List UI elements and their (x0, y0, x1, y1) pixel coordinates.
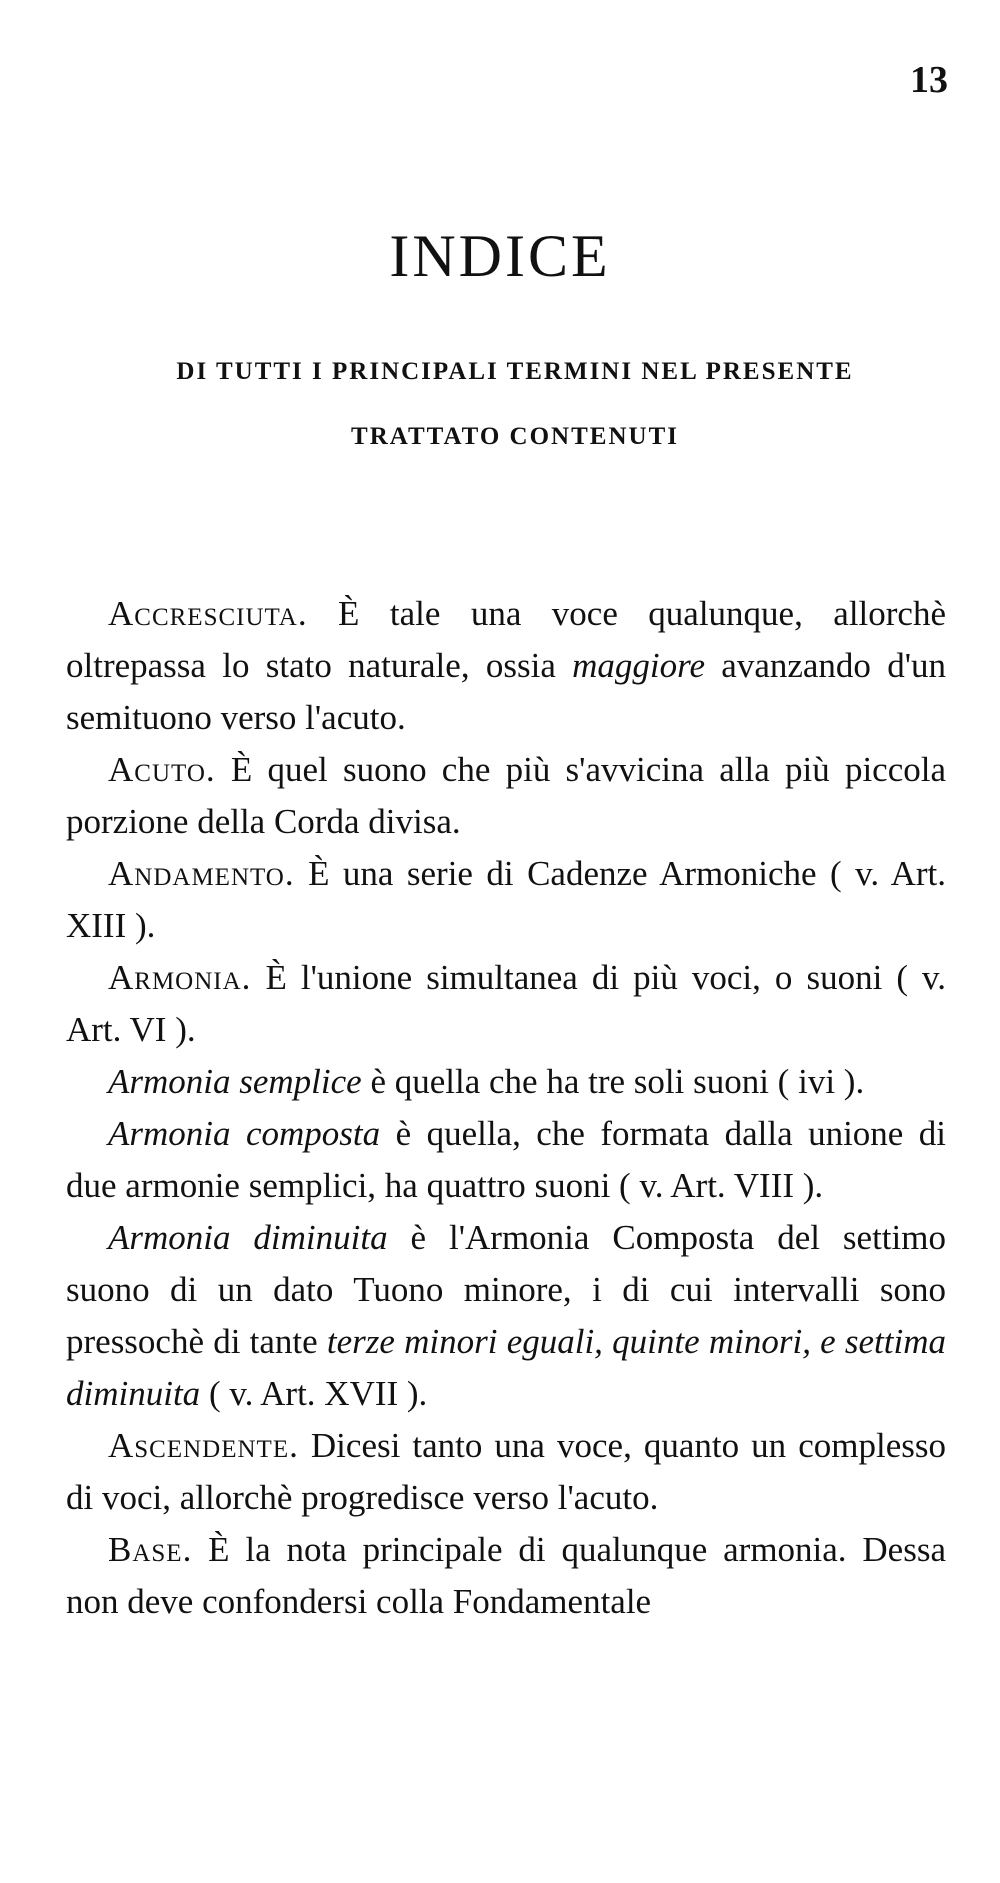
entry-armonia-diminuita (66, 1212, 946, 1420)
index-body (66, 588, 946, 1628)
entry-text: È l'unione simultanea di più voci, o suoni ( v. Art. VI ). (66, 958, 946, 1049)
subtitle-line-2: TRATTATO CONTENUTI (351, 423, 679, 450)
entry-acuto (66, 744, 946, 848)
entry-armonia (66, 952, 946, 1056)
entry-andamento (66, 848, 946, 952)
subtitle-line-1: DI TUTTI I PRINCIPALI TERMINI NEL PRESENTE (176, 358, 854, 385)
page-title: INDICE (389, 223, 611, 289)
entry-text: ( v. Art. XVII ). (200, 1374, 428, 1413)
entry-term: Armonia. (108, 958, 252, 997)
entry-term: Ascendente. (108, 1426, 299, 1465)
entry-term: Armonia diminuita (108, 1218, 388, 1257)
entry-text: È una serie di Cadenze Armoniche ( v. Art. XIII ). (66, 854, 946, 945)
entry-text: è quella, che formata dalla unione di due armonie semplici, ha quattro suoni ( v. Art. VIII ). (66, 1114, 947, 1205)
entry-term: Armonia composta (108, 1114, 381, 1153)
page-number: 13 (910, 59, 948, 101)
entry-accresciuta (66, 588, 946, 744)
entry-italic: maggiore (572, 646, 705, 685)
entry-italic: , e settima diminuita (66, 1322, 946, 1413)
entry-text: È tale una voce qualunque, allorchè oltrepassa lo stato naturale, ossia (66, 594, 946, 685)
entry-term: Acuto. (108, 750, 216, 789)
entry-term: Base. (108, 1530, 193, 1569)
entry-term: Accresciuta. (108, 594, 308, 633)
entry-term: Andamento. (108, 854, 295, 893)
entry-ascendente (66, 1420, 946, 1524)
entry-text: è quella che ha tre soli suoni ( ivi ). (361, 1062, 865, 1101)
entry-text: avanzando d'un semituono verso l'acuto. (66, 646, 947, 737)
entry-text: Dicesi tanto una voce, quanto un complesso di voci, allorchè progredisce verso l'acuto. (66, 1426, 946, 1517)
entry-base (66, 1524, 946, 1628)
entry-armonia-composta (66, 1108, 946, 1212)
entry-text: È quel suono che più s'avvicina alla più piccola porzione della Corda divisa. (66, 750, 946, 841)
entry-text: è l'Armonia Composta del settimo suono di un dato Tuono minore, i di cui intervalli sono pressochè di tante (66, 1218, 946, 1361)
entry-term: Armonia semplice (108, 1062, 362, 1101)
entry-armonia-semplice (66, 1056, 946, 1108)
entry-text: È la nota principale di qualunque armonia. Dessa non deve confondersi colla Fondamentale (66, 1530, 946, 1621)
entry-italic: terze minori eguali, quinte minori (326, 1322, 803, 1361)
